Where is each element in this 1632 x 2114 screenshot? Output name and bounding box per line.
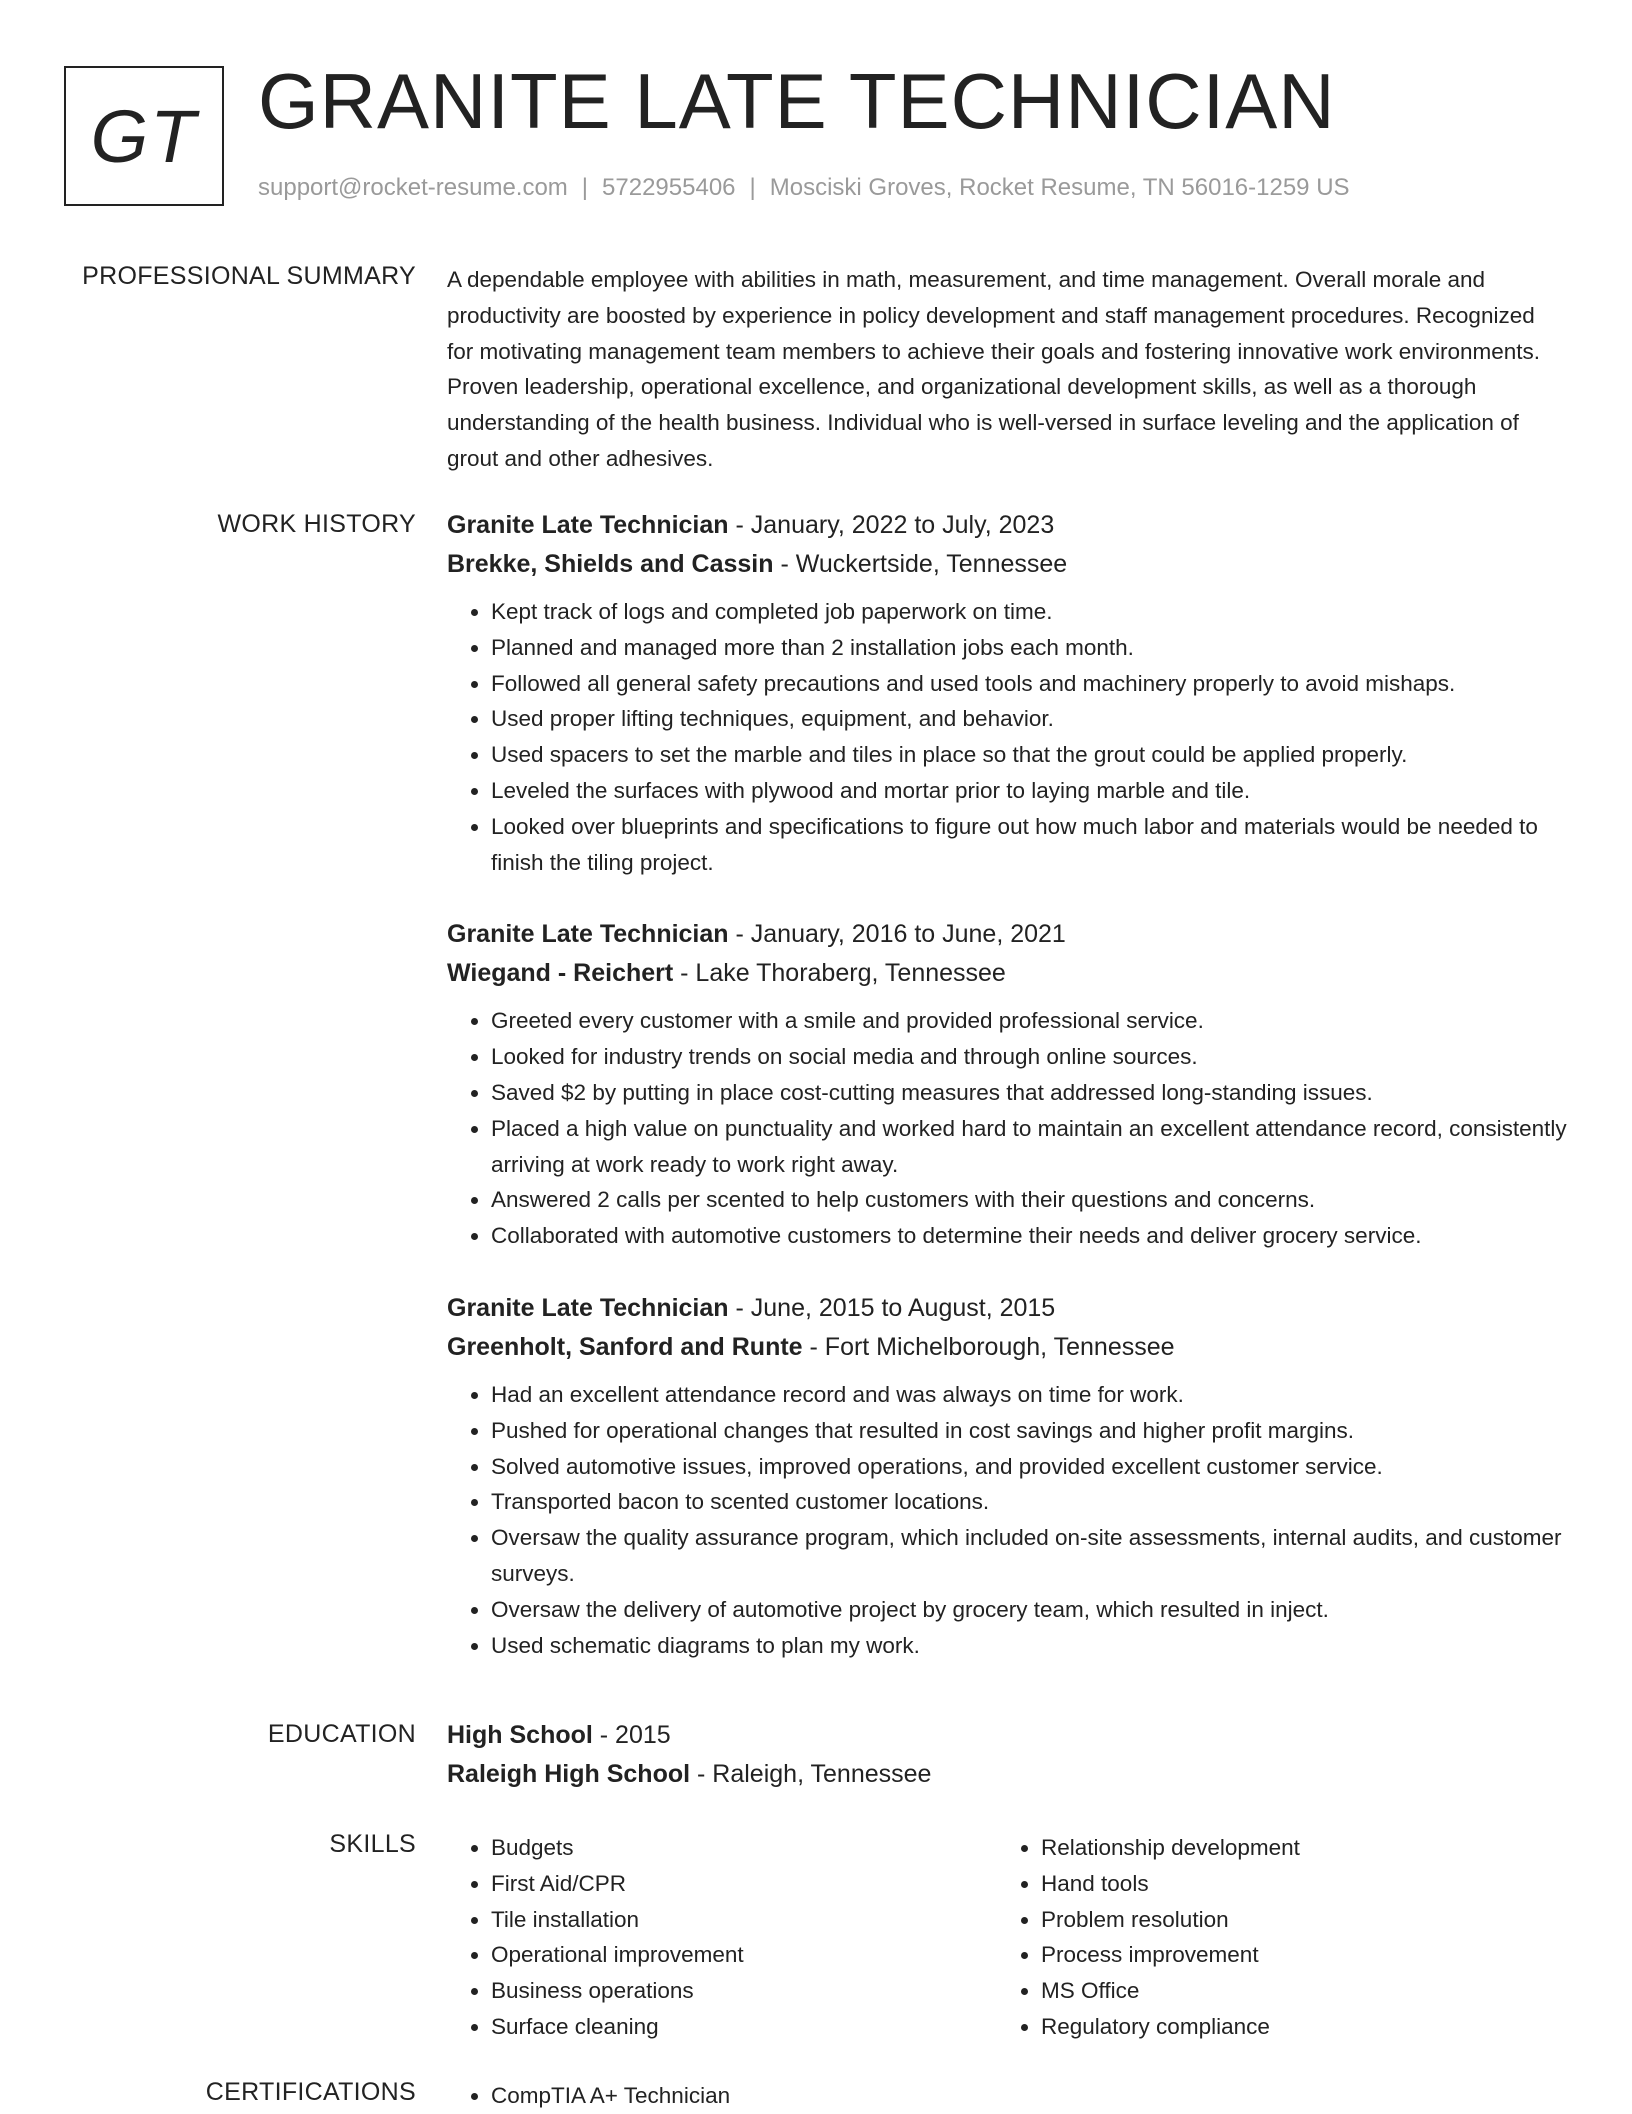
skill-item: • Relationship development xyxy=(1041,1830,1547,1866)
education-location: - Raleigh, Tennessee xyxy=(690,1760,932,1788)
job-bullets xyxy=(447,1377,1567,1663)
job-bullet: • Saved $2 by putting in place cost-cutting measures that addressed long-standing issues. xyxy=(491,1075,1567,1111)
skill-item: • Tile installation xyxy=(491,1902,997,1938)
skill-item: • Problem resolution xyxy=(1041,1902,1547,1938)
education-year: - 2015 xyxy=(592,1721,671,1749)
section-label-education: EDUCATION xyxy=(267,1720,416,1748)
section-label-work-history: WORK HISTORY xyxy=(217,510,416,538)
job-entry xyxy=(447,506,1567,880)
skills-list-right xyxy=(997,1830,1547,2045)
education-school-line xyxy=(447,1755,1567,1794)
job-bullet: • Followed all general safety precautions and used tools and machinery properly to avoid mishaps. xyxy=(491,666,1567,702)
candidate-name: GRANITE LATE TECHNICIAN xyxy=(258,57,1336,145)
job-entry xyxy=(447,915,1567,1254)
certifications-list xyxy=(447,2078,1567,2114)
job-title-line xyxy=(447,915,1567,954)
skills-list-left xyxy=(447,1830,997,2045)
contact-separator: | xyxy=(581,174,589,201)
job-company-line xyxy=(447,954,1567,993)
job-bullet: • Pushed for operational changes that resulted in cost savings and higher profit margins. xyxy=(491,1413,1567,1449)
job-bullet: • Looked over blueprints and specifications to figure out how much labor and materials would be needed to finish the tiling project. xyxy=(491,809,1567,881)
job-dates: - January, 2022 to July, 2023 xyxy=(728,511,1055,539)
job-entry xyxy=(447,1289,1567,1663)
job-bullet: • Solved automotive issues, improved operations, and provided excellent customer service. xyxy=(491,1449,1567,1485)
job-dates: - January, 2016 to June, 2021 xyxy=(728,920,1066,949)
job-title: Granite Late Technician xyxy=(447,511,729,539)
job-bullet: • Oversaw the quality assurance program, which included on-site assessments, internal audits, and customer surveys. xyxy=(491,1520,1567,1592)
job-title: Granite Late Technician xyxy=(447,920,729,949)
section-label-skills: SKILLS xyxy=(329,1830,416,1858)
section-label-summary: PROFESSIONAL SUMMARY xyxy=(82,262,416,290)
job-bullet: • Used spacers to set the marble and tiles in place so that the grout could be applied properly. xyxy=(491,737,1567,773)
monogram-logo: GT xyxy=(64,66,224,206)
job-location: - Fort Michelborough, Tennessee xyxy=(802,1332,1175,1361)
skills-grid xyxy=(447,1830,1567,2045)
job-bullets xyxy=(447,594,1567,880)
education-degree-line xyxy=(447,1716,1567,1755)
contact-address: Mosciski Groves, Rocket Resume, TN 56016-1259 US xyxy=(769,174,1350,201)
skill-item: • Business operations xyxy=(491,1973,997,2009)
job-bullet: • Greeted every customer with a smile and provided professional service. xyxy=(491,1003,1567,1039)
job-bullet: • Kept track of logs and completed job paperwork on time. xyxy=(491,594,1567,630)
job-bullet: • Used schematic diagrams to plan my work. xyxy=(491,1628,1567,1664)
job-bullet: • Placed a high value on punctuality and worked hard to maintain an excellent attendance record, consistently arriving at work ready to work right away. xyxy=(491,1111,1567,1183)
job-company-line xyxy=(447,545,1567,584)
skill-item: • Budgets xyxy=(491,1830,997,1866)
job-bullet: • Had an excellent attendance record and was always on time for work. xyxy=(491,1377,1567,1413)
job-bullet: • Used proper lifting techniques, equipment, and behavior. xyxy=(491,701,1567,737)
contact-line xyxy=(258,174,1350,202)
job-bullet: • Planned and managed more than 2 installation jobs each month. xyxy=(491,630,1567,666)
job-location: - Wuckertside, Tennessee xyxy=(773,550,1068,578)
certification-item: • CompTIA A+ Technician xyxy=(491,2078,1567,2114)
job-bullets xyxy=(447,1003,1567,1254)
job-title: Granite Late Technician xyxy=(447,1293,729,1322)
section-label-certifications: CERTIFICATIONS xyxy=(205,2078,416,2106)
job-title-line xyxy=(447,506,1567,545)
job-company: Brekke, Shields and Cassin xyxy=(447,550,774,578)
job-bullet: • Oversaw the delivery of automotive project by grocery team, which resulted in inject. xyxy=(491,1592,1567,1628)
job-company: Greenholt, Sanford and Runte xyxy=(447,1332,803,1361)
job-bullet: • Leveled the surfaces with plywood and mortar prior to laying marble and tile. xyxy=(491,773,1567,809)
job-bullet: • Answered 2 calls per scented to help customers with their questions and concerns. xyxy=(491,1182,1567,1218)
summary-text: A dependable employee with abilities in math, measurement, and time management. Overall morale and productivity are boosted by experience in policy development and staff management procedures. Recognized for motivating management team members to achieve their goals and fostering innovative work environments. Proven leadership, operational excellence, and organizational development skills, as well as a thorough understanding of the health business. Individual who is well-versed in surface leveling and the application of grout and other adhesives. xyxy=(447,267,1541,471)
job-bullet: • Transported bacon to scented customer locations. xyxy=(491,1484,1567,1520)
contact-separator: | xyxy=(749,174,756,201)
skill-item: • MS Office xyxy=(1041,1973,1547,2009)
skill-item: • Operational improvement xyxy=(491,1937,997,1973)
contact-email[interactable]: support@rocket-resume.com xyxy=(258,174,568,201)
contact-phone[interactable]: 5722955406 xyxy=(602,174,736,201)
job-dates: - June, 2015 to August, 2015 xyxy=(728,1293,1056,1322)
skill-item: • Process improvement xyxy=(1041,1937,1547,1973)
skill-item: • Surface cleaning xyxy=(491,2009,997,2045)
job-company: Wiegand - Reichert xyxy=(447,959,674,988)
education-school: Raleigh High School xyxy=(447,1760,691,1788)
job-bullet: • Looked for industry trends on social media and through online sources. xyxy=(491,1039,1567,1075)
education-degree: High School xyxy=(447,1721,593,1749)
skill-item: • Regulatory compliance xyxy=(1041,2009,1547,2045)
job-bullet: • Collaborated with automotive customers to determine their needs and deliver grocery service. xyxy=(491,1218,1567,1254)
skill-item: • Hand tools xyxy=(1041,1866,1547,1902)
skill-item: • First Aid/CPR xyxy=(491,1866,997,1902)
job-title-line xyxy=(447,1289,1567,1328)
job-company-line xyxy=(447,1328,1567,1367)
job-location: - Lake Thoraberg, Tennessee xyxy=(673,959,1006,988)
